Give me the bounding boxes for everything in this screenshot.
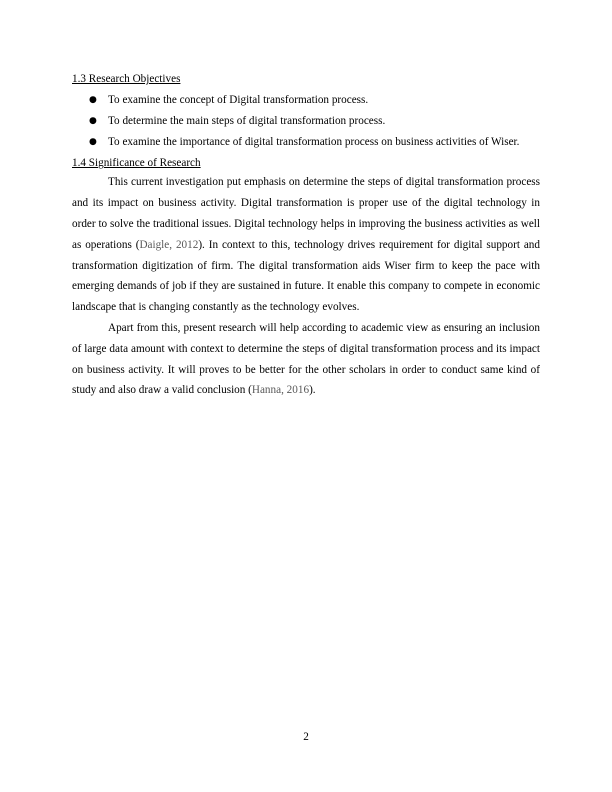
- paragraph-text: Apart from this, present research will help according to academic view as ensuring an inclusion of large data amount with context to determine the steps of digital transformation process and its impact on business activity. It will proves to be better for the other scholars in order to conduct same kind of study and also draw a valid conclusion (: [72, 321, 540, 397]
- citation-daigle: Daigle, 2012: [139, 238, 199, 251]
- paragraph-text: ). In context to this, technology drives requirement for digital support and transformation digitization of firm. The digital transformation aids Wiser firm to keep the pace with emerging demands of job if they are sustained in future. It enable this company to compete in economic landscape that is changing constantly as the technology evolves.: [72, 238, 540, 314]
- bullet-icon: ●: [89, 115, 97, 126]
- significance-paragraph-1: [72, 172, 540, 318]
- significance-paragraph-2: [72, 318, 540, 401]
- objective-text: To examine the importance of digital transformation process on business activities of Wiser.: [108, 135, 520, 148]
- paragraph-text: This current investigation put emphasis on determine the steps of digital transformation process and its impact on business activity. Digital transformation is proper use of the digital technology in order to solve the traditional issues. Digital technology helps in improving the business activities as well as operations (: [72, 176, 540, 251]
- page-content: [72, 71, 540, 401]
- significance-body: [72, 172, 540, 401]
- bullet-icon: ●: [89, 95, 97, 105]
- objective-text: To determine the main steps of digital transformation process.: [108, 114, 386, 127]
- page-number: 2: [303, 731, 309, 743]
- objective-text: To examine the concept of Digital transformation process.: [108, 94, 369, 106]
- citation-hanna: Hanna, 2016: [251, 384, 310, 397]
- list-item: [72, 90, 540, 111]
- list-item: [72, 111, 540, 132]
- significance-heading: 1.4 Significance of Research: [72, 157, 201, 170]
- paragraph-text: ).: [309, 384, 316, 397]
- research-objectives-heading: 1.3 Research Objectives: [72, 73, 181, 85]
- research-objectives-list: [72, 90, 540, 152]
- list-item: [72, 132, 540, 153]
- bullet-icon: ●: [89, 136, 97, 147]
